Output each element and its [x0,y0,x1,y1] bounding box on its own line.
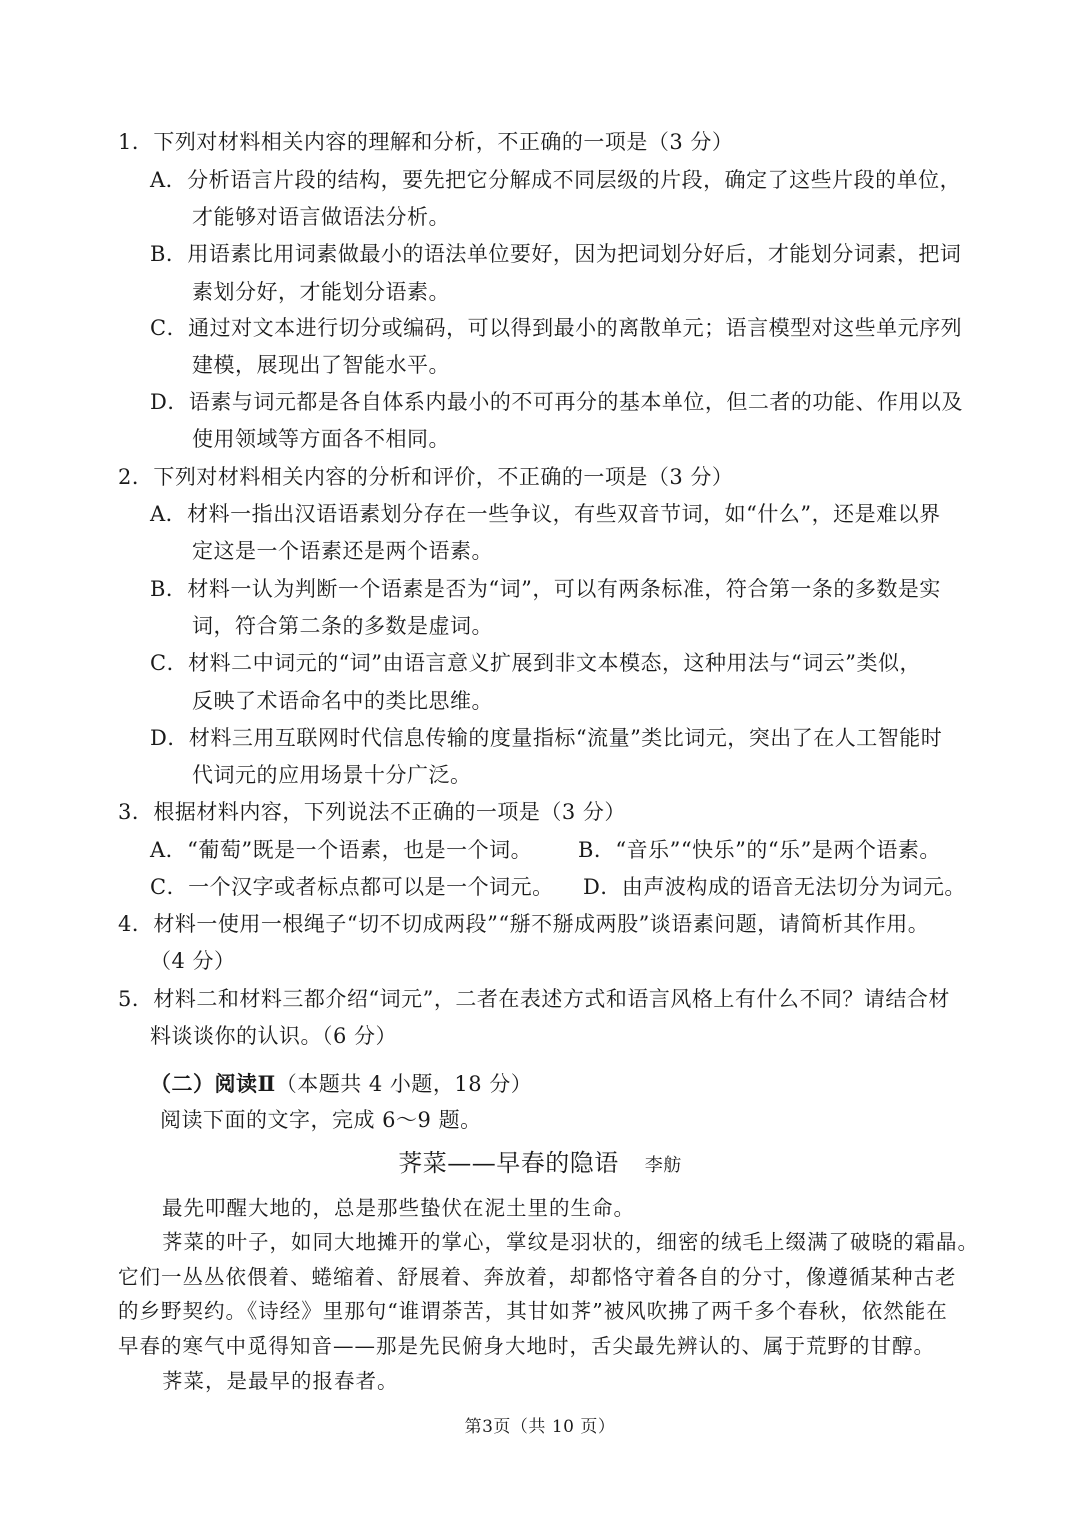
question-1-option-a: A．分析语言片段的结构，要先把它分解成不同层级的片段，确定了这些片段的单位， [150,168,962,192]
question-1-option-d: D．语素与词元都是各自体系内最小的不可再分的基本单位，但二者的功能、作用以及 [150,390,963,414]
article-author: 李舫 [644,1155,682,1176]
question-1-option-a-cont: 才能够对语言做语法分析。 [192,205,450,229]
question-2-option-b-cont: 词，符合第二条的多数是虚词。 [192,614,493,638]
article-title: 荠菜——早春的隐语 [398,1149,619,1177]
question-4-stem: 4．材料一使用一根绳子“切不切成两段”“掰不掰成两股”谈语素问题，请简析其作用。 [118,912,930,936]
page-footer: 第3页（共 10 页） [464,1417,616,1437]
question-3-stem: 3．根据材料内容，下列说法不正确的一项是（3 分） [118,800,626,824]
question-3-option-d: D．由声波构成的语音无法切分为词元。 [583,875,966,899]
question-5-stem-cont: 料谈谈你的认识。（6 分） [150,1024,398,1048]
article-line: 的乡野契约。《诗经》里那句“谁谓荼苦，其甘如荠”被风吹拂了两千多个春秋，依然能在 [118,1299,948,1323]
article-line: 它们一丛丛依偎着、蜷缩着、舒展着、奔放着，却都恪守着各自的分寸，像遵循某种古老 [118,1265,957,1289]
question-1-option-b: B．用语素比用词素做最小的语法单位要好，因为把词划分好后，才能划分词素，把词 [150,242,962,266]
article-line: 早春的寒气中觅得知音——那是先民俯身大地时，舌尖最先辨认的、属于荒野的甘醇。 [118,1334,935,1358]
article-line: 最先叩醒大地的，总是那些蛰伏在泥土里的生命。 [162,1196,635,1220]
question-2-option-b: B．材料一认为判断一个语素是否为“词”，可以有两条标准，符合第一条的多数是实 [150,577,941,601]
section-heading [150,1069,532,1099]
section-heading-note: （本题共 4 小题，18 分） [275,1072,533,1096]
question-4-score: （4 分） [150,949,236,973]
question-5-stem: 5．材料二和材料三都介绍“词元”，二者在表述方式和语言风格上有什么不同？请结合材 [118,987,950,1011]
question-2-option-a: A．材料一指出汉语语素划分存在一些争议，有些双音节词，如“什么”，还是难以界 [150,502,941,526]
question-2-option-c: C．材料二中词元的“词”由语言意义扩展到非文本模态，这种用法与“词云”类似， [150,651,922,675]
article-title-line [0,1148,1080,1181]
question-1-option-c-cont: 建模，展现出了智能水平。 [192,353,450,377]
article-line: 荠菜的叶子，如同大地摊开的掌心，掌纹是羽状的，细密的绒毛上缀满了破晓的霜晶。 [162,1230,979,1254]
question-1-option-d-cont: 使用领域等方面各不相同。 [192,427,450,451]
question-3-option-c: C．一个汉字或者标点都可以是一个词元。 [150,875,554,899]
question-1-option-c: C．通过对文本进行切分或编码，可以得到最小的离散单元；语言模型对这些单元序列 [150,316,963,340]
question-2-option-c-cont: 反映了术语命名中的类比思维。 [192,689,493,713]
section-instruction: 阅读下面的文字，完成 6～9 题。 [160,1108,482,1132]
question-2-option-d: D．材料三用互联网时代信息传输的度量指标“流量”类比词元，突出了在人工智能时 [150,726,943,750]
question-2-stem: 2．下列对材料相关内容的分析和评价，不正确的一项是（3 分） [118,465,734,489]
question-2-option-a-cont: 定这是一个语素还是两个语素。 [192,539,493,563]
question-1-stem: 1．下列对材料相关内容的理解和分析，不正确的一项是（3 分） [118,130,734,154]
question-3-option-a: A．“葡萄”既是一个语素，也是一个词。 [150,838,533,862]
question-3-option-b: B．“音乐”“快乐”的“乐”是两个语素。 [578,838,941,862]
question-2-option-d-cont: 代词元的应用场景十分广泛。 [192,763,472,787]
section-heading-title: （二）阅读Ⅱ [150,1071,276,1096]
article-line: 荠菜，是最早的报春者。 [162,1369,399,1393]
question-1-option-b-cont: 素划分好，才能划分语素。 [192,280,450,304]
